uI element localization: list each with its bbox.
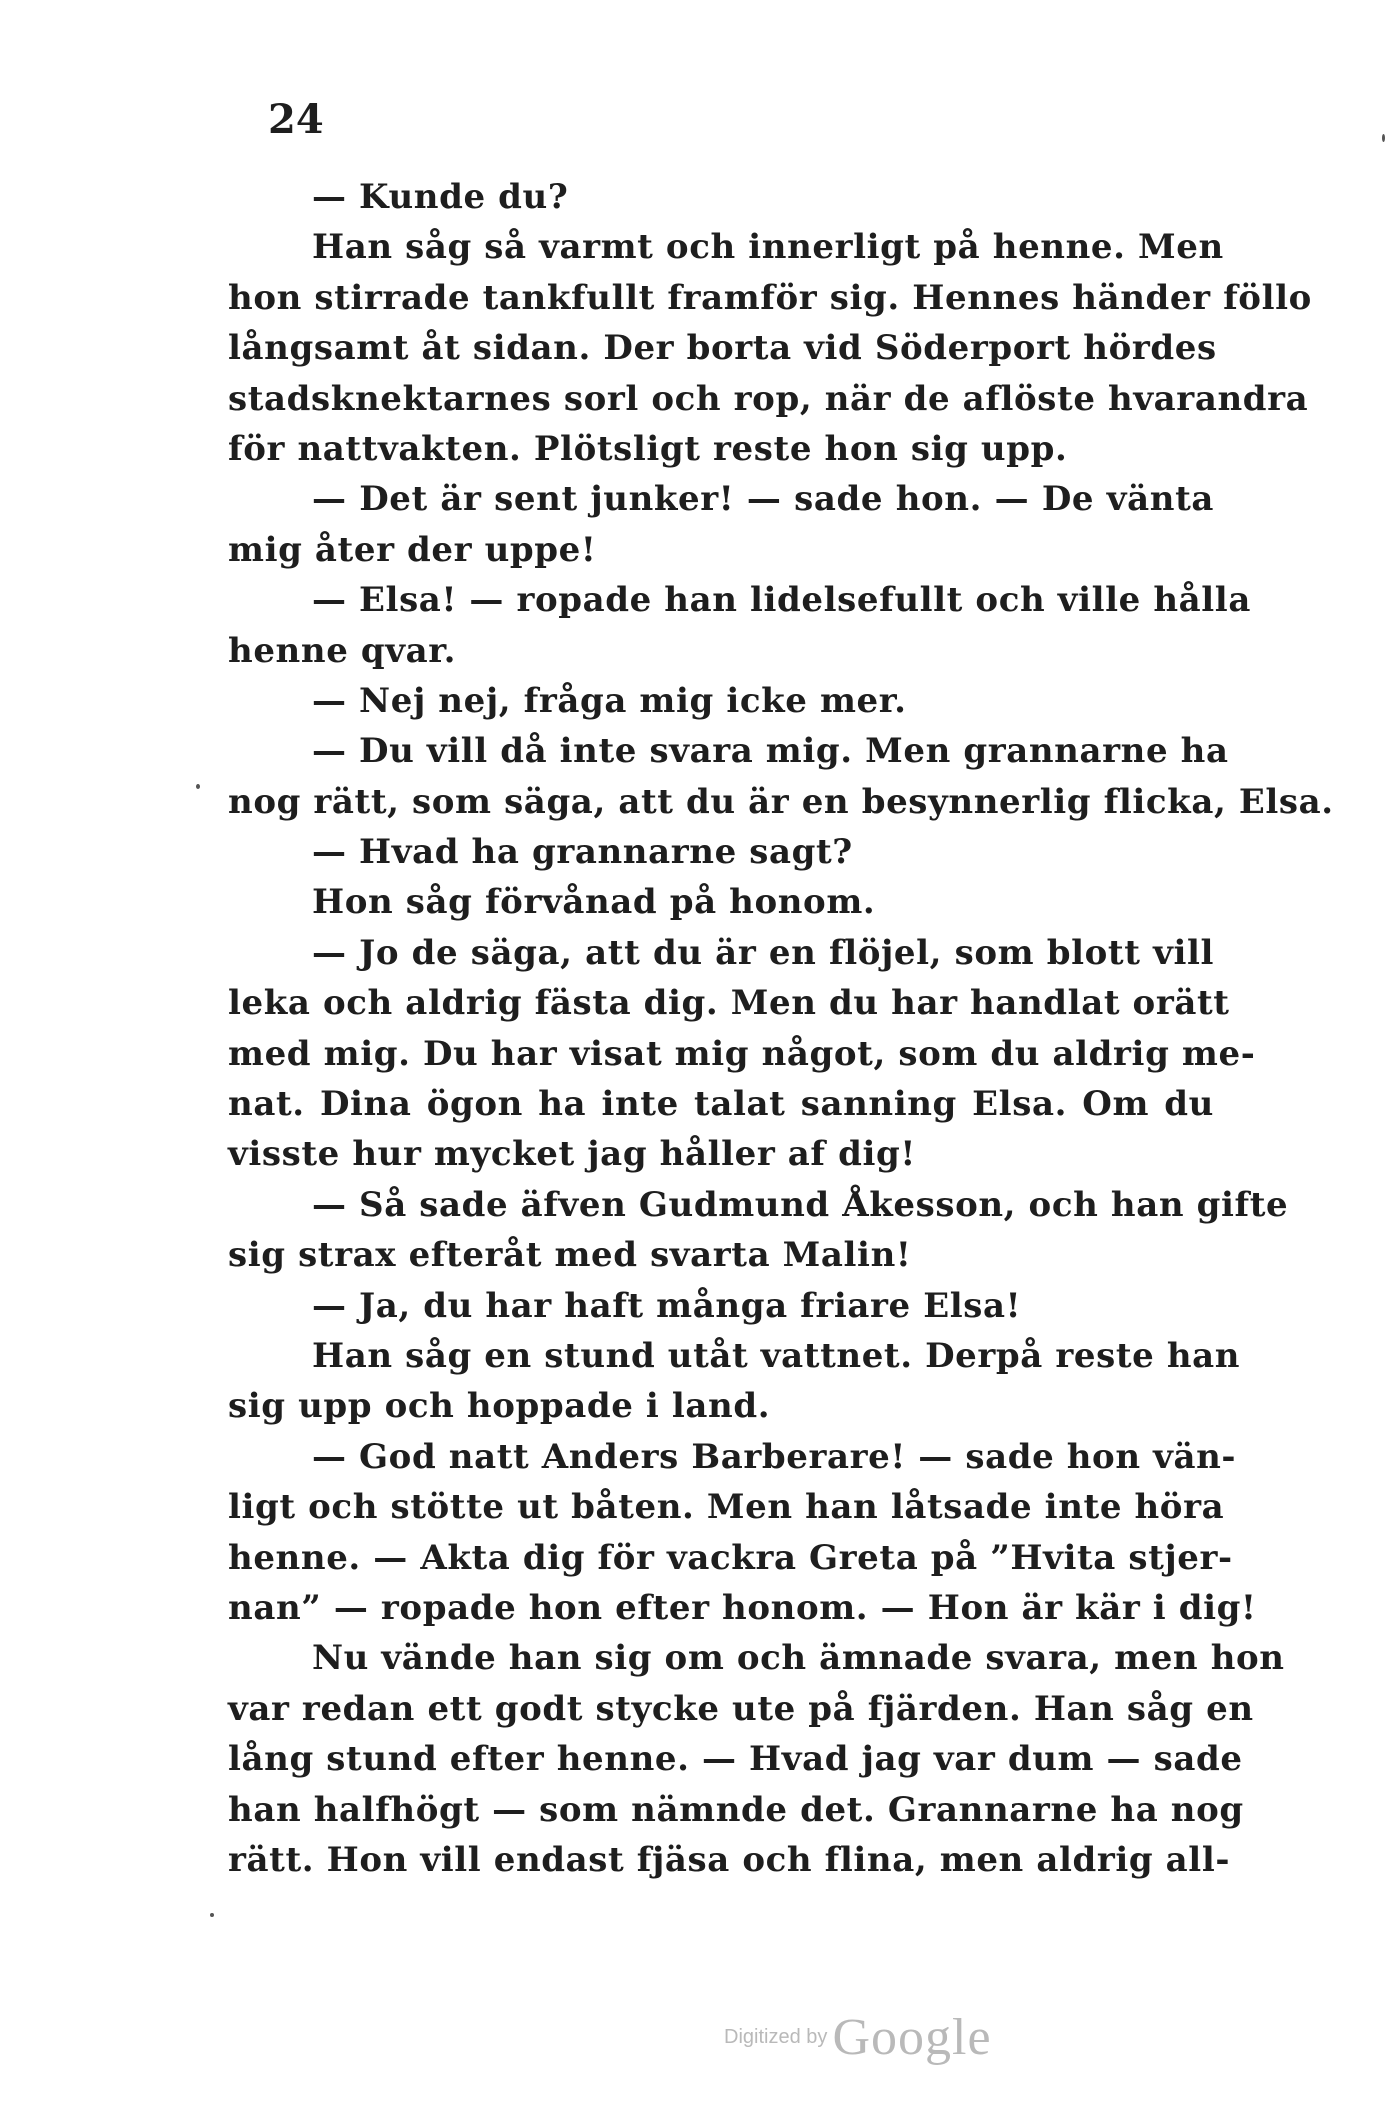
- text-line: visste hur mycket jag håller af dig!: [228, 1134, 916, 1175]
- text-line: — Kunde du?: [312, 177, 569, 217]
- text-line: nat. Dina ögon ha inte talat sanning Elsa. Om du: [228, 1084, 1214, 1125]
- text-line: Han såg så varmt och innerligt på henne. Men: [312, 227, 1224, 268]
- text-line: var redan ett godt stycke ute på fjärden. Han såg en: [228, 1688, 1254, 1729]
- page-number: 24: [268, 96, 324, 143]
- text-line: — Elsa! — ropade han lidelsefullt och ville hålla: [312, 580, 1251, 621]
- watermark-prefix: Digitized by: [724, 2026, 828, 2048]
- print-speck: [1382, 134, 1385, 142]
- print-speck: [210, 1913, 214, 1917]
- text-line: leka och aldrig fästa dig. Men du har handlat orätt: [228, 983, 1230, 1024]
- text-line: — Det är sent junker! — sade hon. — De vänta: [312, 479, 1214, 520]
- google-logo: Google: [832, 2009, 992, 2066]
- text-line: lång stund efter henne. — Hvad jag var dum — sade: [228, 1739, 1243, 1780]
- text-line: — God natt Anders Barberare! — sade hon vän-: [312, 1436, 1237, 1477]
- digitization-watermark: [724, 2008, 992, 2067]
- text-line: ligt och stötte ut båten. Men han låtsade inte höra: [228, 1487, 1225, 1528]
- text-line: sig upp och hoppade i land.: [228, 1386, 771, 1427]
- text-line: — Jo de säga, att du är en flöjel, som blott vill: [312, 932, 1214, 973]
- text-line: mig åter der uppe!: [228, 529, 597, 570]
- text-line: henne. — Akta dig för vackra Greta på ”Hvita stjer-: [228, 1537, 1233, 1578]
- text-line: sig strax efteråt med svarta Malin!: [228, 1235, 912, 1276]
- text-line: Han såg en stund utåt vattnet. Derpå reste han: [312, 1335, 1241, 1376]
- text-line: hon stirrade tankfullt framför sig. Hennes händer föllo: [228, 277, 1312, 318]
- text-line: han halfhögt — som nämnde det. Grannarne ha nog: [228, 1789, 1244, 1830]
- text-line: — Hvad ha grannarne sagt?: [312, 832, 853, 873]
- print-speck: [196, 784, 200, 789]
- text-line: — Nej nej, fråga mig icke mer.: [312, 680, 907, 721]
- body-text: [228, 172, 1334, 1885]
- text-line: för nattvakten. Plötsligt reste hon sig upp.: [228, 428, 1068, 469]
- text-line: — Så sade äfven Gudmund Åkesson, och han gifte: [312, 1184, 1289, 1225]
- text-line: — Du vill då inte svara mig. Men grannarne ha: [312, 731, 1229, 772]
- text-line: Hon såg förvånad på honom.: [312, 882, 876, 923]
- text-line: med mig. Du har visat mig något, som du aldrig me-: [228, 1033, 1256, 1074]
- text-line: rätt. Hon vill endast fjäsa och flina, men aldrig all-: [228, 1839, 1231, 1880]
- text-line: — Ja, du har haft många friare Elsa!: [312, 1285, 1022, 1326]
- text-line: stadsknektarnes sorl och rop, när de aflöste hvarandra: [228, 378, 1309, 419]
- text-line: Nu vände han sig om och ämnade svara, men hon: [312, 1638, 1285, 1679]
- text-line: nan” — ropade hon efter honom. — Hon är kär i dig!: [228, 1587, 1257, 1628]
- text-line: långsamt åt sidan. Der borta vid Söderport hördes: [228, 328, 1217, 369]
- text-line: nog rätt, som säga, att du är en besynnerlig flicka, Elsa.: [228, 781, 1334, 822]
- text-line: henne qvar.: [228, 630, 457, 671]
